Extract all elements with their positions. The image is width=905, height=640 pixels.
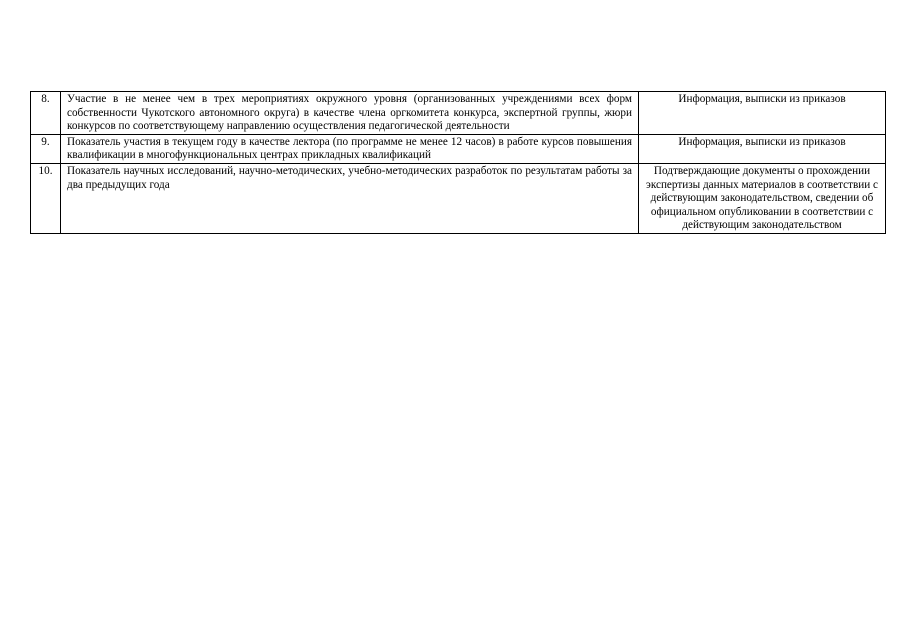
row-number: 10. <box>31 163 61 233</box>
criterion-description: Участие в не менее чем в трех мероприятиях окружного уровня (организованных учреждениями всех форм собственности Чукотского автономного округа) в качестве члена оргкомитета конкурса, экспертной группы, жюри конкурсов по соответствующему направлению осуществления педагогической деятельности <box>61 92 639 135</box>
row-number: 8. <box>31 92 61 135</box>
table-row <box>31 92 886 135</box>
confirming-documents: Информация, выписки из приказов <box>639 92 886 135</box>
criterion-description: Показатель научных исследований, научно-методических, учебно-методических разработок по результатам работы за два предыдущих года <box>61 163 639 233</box>
table-row <box>31 163 886 233</box>
row-number: 9. <box>31 134 61 163</box>
criteria-table <box>30 91 886 234</box>
confirming-documents: Подтверждающие документы о прохождении экспертизы данных материалов в соответствии с действующим законодательством, сведении об официальном опубликовании в соответствии с действующим законодательством <box>639 163 886 233</box>
confirming-documents: Информация, выписки из приказов <box>639 134 886 163</box>
criterion-description: Показатель участия в текущем году в качестве лектора (по программе не менее 12 часов) в работе курсов повышения квалификации в многофункциональных центрах прикладных квалификаций <box>61 134 639 163</box>
table-row <box>31 134 886 163</box>
